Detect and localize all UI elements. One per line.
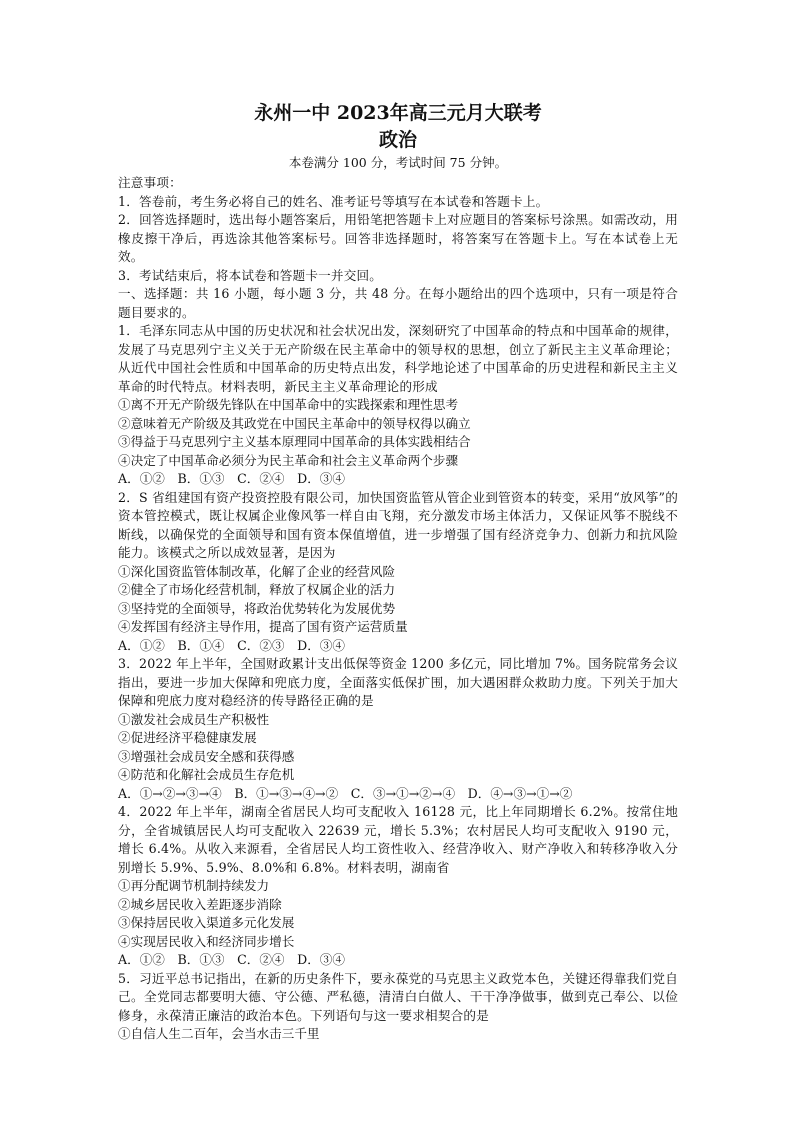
answer-choices: A．①② B．①④ C．②③ D．③④ xyxy=(118,637,345,653)
exam-info: 本卷满分 100 分，考试时间 75 分钟。 xyxy=(288,155,508,170)
question-option: ④防范和化解社会成员生存危机 xyxy=(118,767,295,782)
question-option: ③保持居民收入渠道多元化发展 xyxy=(118,915,295,930)
question-option: ③坚持党的全面领导，将政治优势转化为发展优势 xyxy=(118,600,396,616)
question-stem: 2．S 省组建国有资产投资控股有限公司，加快国资监管从管企业到管资本的转变，采用“放风筝”的资本管控模式，既让权属企业像风筝一样自由飞翔，充分激发市场主体活力，又保证风筝不脱线不断线，以确保党的全面领导和国有资本保值增值，进一步增强了国有经济竞争力、创新力和抗风险能力。该模式之所以成效显著，是因为 xyxy=(118,489,678,560)
note-item: 1．答卷前，考生务必将自己的姓名、准考证号等填写在本试卷和答题卡上。 xyxy=(118,193,549,209)
question-2 xyxy=(118,489,678,656)
answer-choices: A．①② B．①③ C．②④ D．③④ xyxy=(118,952,345,967)
question-option: ④发挥国有经济主导作用，提高了国有资产运营质量 xyxy=(118,619,408,634)
note-item: 3．考试结束后，将本试卷和答题卡一并交回。 xyxy=(118,267,383,283)
answer-choices: A．①② B．①③ C．②④ D．③④ xyxy=(118,471,345,486)
question-5 xyxy=(118,970,678,1044)
question-option: ①深化国资监管体制改革，化解了企业的经营风险 xyxy=(118,563,396,579)
section-heading: 一、选择题：共 16 小题，每小题 3 分，共 48 分。在每小题给出的四个选项中，只有一项是符合题目要求的。 xyxy=(118,286,678,320)
question-option: ②促进经济平稳健康发展 xyxy=(118,730,257,745)
exam-title: 永州一中 2023年高三元月大联考 xyxy=(254,102,542,124)
question-1 xyxy=(118,322,678,489)
question-option: ②城乡居民收入差距逐步消除 xyxy=(118,896,282,912)
question-3 xyxy=(118,655,678,803)
question-stem: 3．2022 年上半年，全国财政累计支出低保等资金 1200 多亿元，同比增加 7%。国务院常务会议指出，要进一步加大保障和兜底力度，全面落实低保扩围，加大遇困群众救助力度。下列关于加大保障和兜底力度对稳经济的传导路径正确的是 xyxy=(118,656,678,708)
note-item: 2．回答选择题时，选出每小题答案后，用铅笔把答题卡上对应题目的答案标号涂黑。如需改动，用橡皮擦干净后，再选涂其他答案标号。回答非选择题时，将答案写在答题卡上。写在本试卷上无效。 xyxy=(118,212,678,264)
question-option: ①自信人生二百年，会当水击三千里 xyxy=(118,1026,320,1041)
answer-choices: A．①→②→③→④ B．①→③→④→② C．③→①→②→④ D．④→③→①→② xyxy=(118,785,573,801)
question-option: ①再分配调节机制持续发力 xyxy=(118,878,270,893)
question-stem: 5．习近平总书记指出，在新的历史条件下，要永葆党的马克思主义政党本色，关键还得靠我们党自己。全党同志都要明大德、守公德、严私德，清清白白做人、干干净净做事，做到克己奉公、以俭修身，永葆清正廉洁的政治本色。下列语句与这一要求相契合的是 xyxy=(118,970,678,1023)
question-option: ④实现居民收入和经济同步增长 xyxy=(118,933,295,949)
question-stem: 1．毛泽东同志从中国的历史状况和社会状况出发，深刻研究了中国革命的特点和中国革命的规律，发展了马克思列宁主义关于无产阶级在民主革命中的领导权的思想，创立了新民主主义革命理论；从近代中国社会性质和中国革命的历史特点出发，科学地论述了中国革命的历史进程和新民主主义革命的时代特点。材料表明，新民主主义革命理论的形成 xyxy=(118,323,678,394)
exam-page xyxy=(118,100,678,1044)
question-option: ②健全了市场化经营机制，释放了权属企业的活力 xyxy=(118,582,396,597)
question-option: ①激发社会成员生产积极性 xyxy=(118,711,270,727)
question-option: ①离不开无产阶级先锋队在中国革命中的实践探索和理性思考 xyxy=(118,397,459,412)
question-4 xyxy=(118,803,678,970)
question-option: ③增强社会成员安全感和获得感 xyxy=(118,748,295,764)
question-option: ③得益于马克思列宁主义基本原理同中国革命的具体实践相结合 xyxy=(118,434,471,449)
question-stem: 4．2022 年上半年，湖南全省居民人均可支配收入 16128 元，比上年同期增长 6.2%。按常住地分，全省城镇居民人均可支配收入 22639 元，增长 5.3%；农村居民人均可支配收入 9190 元，增长 6.4%。从收入来源看，全省居民人均工资性收入、经营净收入、财产净收入和转移净收入分别增长 5.9%、5.9%、8.0%和 6.8%。材料表明，湖南省 xyxy=(118,804,678,875)
question-option: ④决定了中国革命必须分为民主革命和社会主义革命两个步骤 xyxy=(118,452,459,468)
notes-heading: 注意事项： xyxy=(118,175,182,190)
exam-subject: 政治 xyxy=(378,129,417,151)
question-option: ②意味着无产阶级及其政党在中国民主革命中的领导权得以确立 xyxy=(118,415,471,431)
